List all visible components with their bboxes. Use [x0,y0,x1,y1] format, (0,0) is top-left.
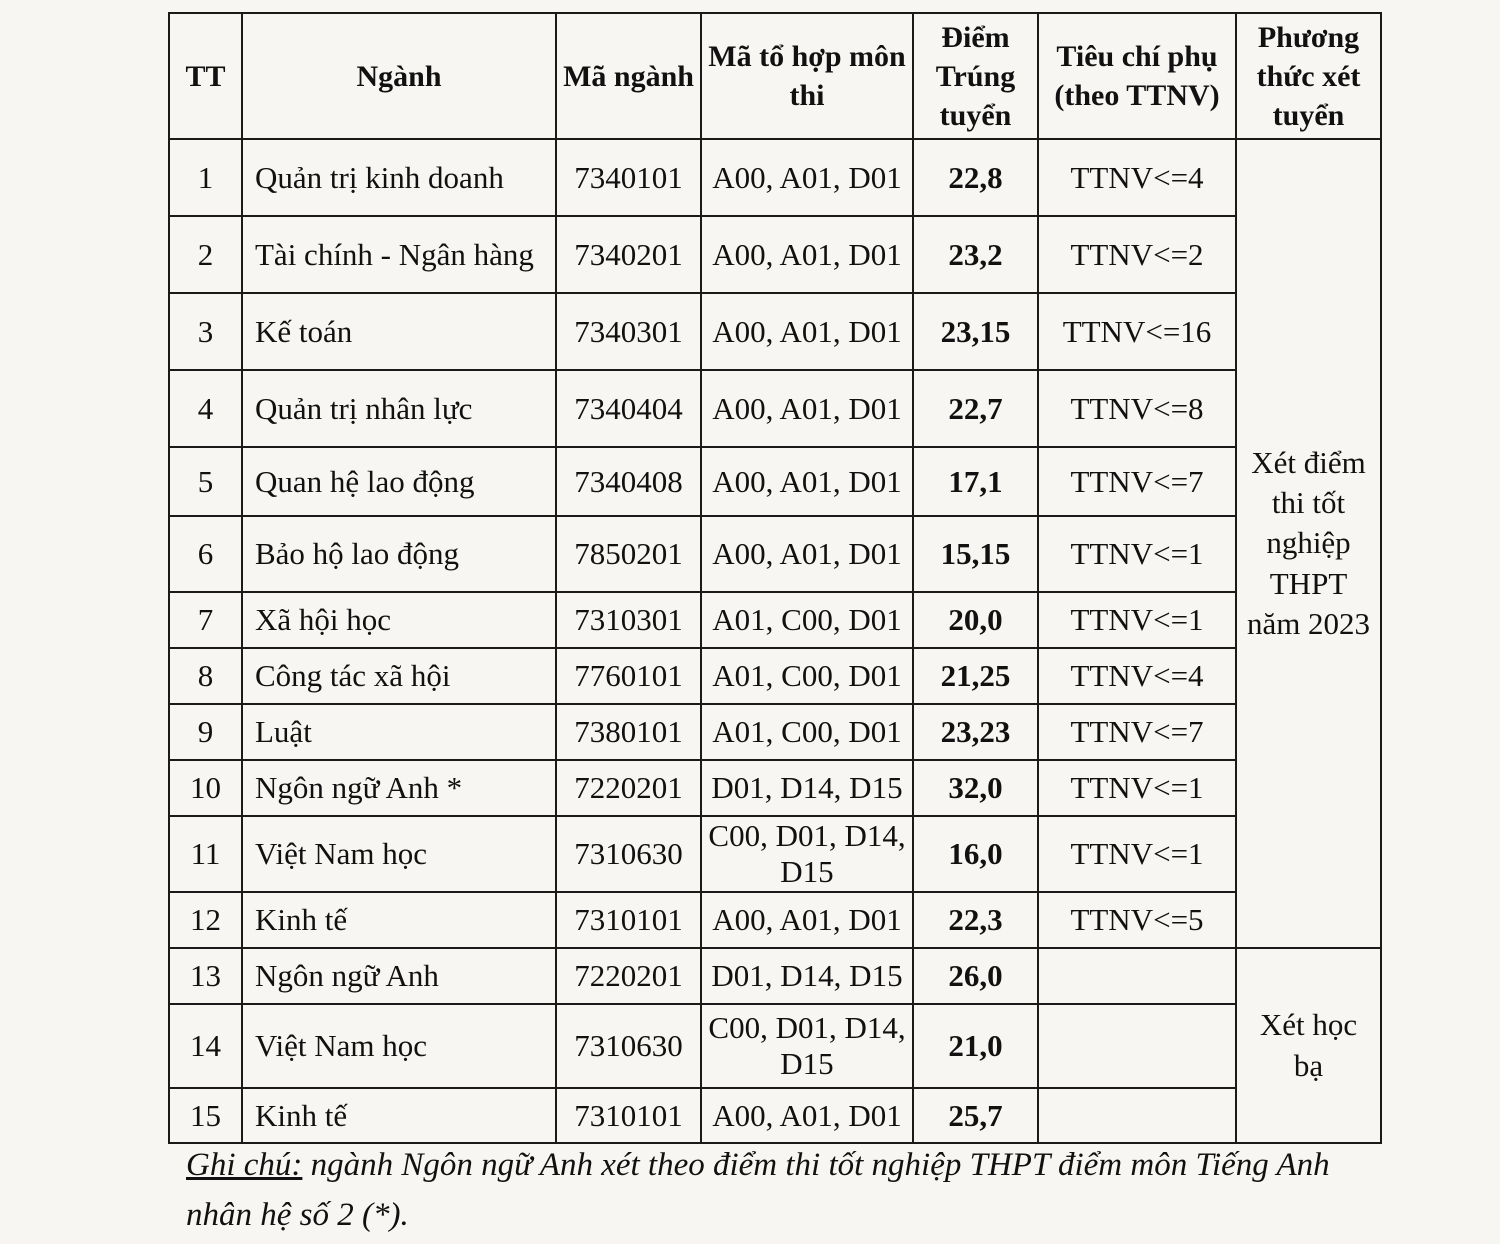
cell-tt: 1 [169,139,242,216]
cell-tieu-chi: TTNV<=7 [1038,447,1236,516]
table-row [169,648,1381,704]
cell-tieu-chi: TTNV<=2 [1038,216,1236,293]
header-nganh: Ngành [242,13,556,139]
cell-ma-nganh: 7310101 [556,892,701,948]
cell-tt: 4 [169,370,242,447]
cell-tieu-chi [1038,1088,1236,1143]
cell-diem: 20,0 [913,592,1038,648]
cell-tieu-chi: TTNV<=4 [1038,648,1236,704]
cell-nganh: Việt Nam học [242,816,556,892]
cell-to-hop: A00, A01, D01 [701,516,913,592]
cell-diem: 23,23 [913,704,1038,760]
cell-to-hop: A00, A01, D01 [701,293,913,370]
cell-diem: 26,0 [913,948,1038,1004]
cell-ma-nganh: 7340101 [556,139,701,216]
cell-nganh: Kinh tế [242,892,556,948]
cell-diem: 23,15 [913,293,1038,370]
cell-ma-nganh: 7340201 [556,216,701,293]
cell-nganh: Ngôn ngữ Anh * [242,760,556,816]
cell-nganh: Bảo hộ lao động [242,516,556,592]
cell-ma-nganh: 7340301 [556,293,701,370]
cell-ma-nganh: 7380101 [556,704,701,760]
cell-diem: 16,0 [913,816,1038,892]
cell-tieu-chi: TTNV<=5 [1038,892,1236,948]
table-row [169,139,1381,216]
header-phuong-thuc: Phương thức xét tuyển [1236,13,1381,139]
cell-tt: 11 [169,816,242,892]
table-row [169,816,1381,892]
header-tieu-chi: Tiêu chí phụ (theo TTNV) [1038,13,1236,139]
table-row [169,516,1381,592]
cell-tt: 13 [169,948,242,1004]
cell-nganh: Việt Nam học [242,1004,556,1088]
cell-ma-nganh: 7220201 [556,760,701,816]
table-row [169,592,1381,648]
table-row [169,370,1381,447]
table-row [169,1088,1381,1143]
cell-diem: 25,7 [913,1088,1038,1143]
cell-ma-nganh: 7340408 [556,447,701,516]
cell-ma-nganh: 7340404 [556,370,701,447]
table-row [169,447,1381,516]
cell-tt: 6 [169,516,242,592]
cell-to-hop: A00, A01, D01 [701,139,913,216]
header-diem: Điểm Trúng tuyển [913,13,1038,139]
cell-to-hop: C00, D01, D14, D15 [701,1004,913,1088]
table-row [169,948,1381,1004]
cell-diem: 22,7 [913,370,1038,447]
cell-tieu-chi: TTNV<=8 [1038,370,1236,447]
cell-tieu-chi: TTNV<=1 [1038,592,1236,648]
table-row [169,704,1381,760]
cell-tieu-chi [1038,1004,1236,1088]
cell-tieu-chi: TTNV<=4 [1038,139,1236,216]
cell-to-hop: A01, C00, D01 [701,704,913,760]
cell-tt: 15 [169,1088,242,1143]
cell-nganh: Kế toán [242,293,556,370]
cell-to-hop: A01, C00, D01 [701,592,913,648]
cell-tieu-chi: TTNV<=16 [1038,293,1236,370]
cell-tieu-chi: TTNV<=1 [1038,516,1236,592]
cell-to-hop: A01, C00, D01 [701,648,913,704]
table-row [169,1004,1381,1088]
cell-nganh: Quan hệ lao động [242,447,556,516]
admission-score-table [168,12,1382,1144]
cell-ma-nganh: 7220201 [556,948,701,1004]
cell-to-hop: D01, D14, D15 [701,948,913,1004]
cell-tt: 5 [169,447,242,516]
cell-tt: 3 [169,293,242,370]
cell-ma-nganh: 7310301 [556,592,701,648]
cell-to-hop: A00, A01, D01 [701,370,913,447]
cell-tieu-chi: TTNV<=7 [1038,704,1236,760]
cell-to-hop: A00, A01, D01 [701,1088,913,1143]
cell-to-hop: A00, A01, D01 [701,892,913,948]
cell-diem: 15,15 [913,516,1038,592]
cell-diem: 32,0 [913,760,1038,816]
cell-ma-nganh: 7310630 [556,1004,701,1088]
table-row [169,892,1381,948]
cell-diem: 21,0 [913,1004,1038,1088]
cell-diem: 21,25 [913,648,1038,704]
cell-tieu-chi: TTNV<=1 [1038,760,1236,816]
cell-diem: 23,2 [913,216,1038,293]
cell-to-hop: D01, D14, D15 [701,760,913,816]
cell-nganh: Quản trị kinh doanh [242,139,556,216]
cell-tt: 10 [169,760,242,816]
table-row [169,216,1381,293]
cell-tt: 2 [169,216,242,293]
cell-tieu-chi [1038,948,1236,1004]
cell-nganh: Công tác xã hội [242,648,556,704]
header-ma-nganh: Mã ngành [556,13,701,139]
cell-tt: 8 [169,648,242,704]
cell-to-hop: A00, A01, D01 [701,447,913,516]
header-row [169,13,1381,139]
cell-tt: 9 [169,704,242,760]
cell-nganh: Ngôn ngữ Anh [242,948,556,1004]
cell-ma-nganh: 7310630 [556,816,701,892]
cell-ma-nganh: 7850201 [556,516,701,592]
footnote-text: ngành Ngôn ngữ Anh xét theo điểm thi tốt nghiệp THPT điểm môn Tiếng Anh nhân hệ số 2 (*). [186,1147,1330,1233]
cell-diem: 22,8 [913,139,1038,216]
header-tt: TT [169,13,242,139]
cell-nganh: Luật [242,704,556,760]
method-thpt: Xét điểm thi tốt nghiệp THPT năm 2023 [1236,139,1381,948]
cell-tt: 14 [169,1004,242,1088]
method-hoc-ba: Xét học bạ [1236,948,1381,1143]
footnote-label: Ghi chú: [186,1147,303,1183]
cell-to-hop: A00, A01, D01 [701,216,913,293]
cell-tieu-chi: TTNV<=1 [1038,816,1236,892]
cell-nganh: Tài chính - Ngân hàng [242,216,556,293]
table-row [169,293,1381,370]
cell-nganh: Quản trị nhân lực [242,370,556,447]
cell-to-hop: C00, D01, D14, D15 [701,816,913,892]
header-ma-to-hop: Mã tổ hợp môn thi [701,13,913,139]
cell-tt: 12 [169,892,242,948]
cell-tt: 7 [169,592,242,648]
cell-nganh: Kinh tế [242,1088,556,1143]
cell-ma-nganh: 7310101 [556,1088,701,1143]
cell-diem: 22,3 [913,892,1038,948]
table-row [169,760,1381,816]
footnote [186,1140,1386,1240]
cell-ma-nganh: 7760101 [556,648,701,704]
cell-diem: 17,1 [913,447,1038,516]
cell-nganh: Xã hội học [242,592,556,648]
